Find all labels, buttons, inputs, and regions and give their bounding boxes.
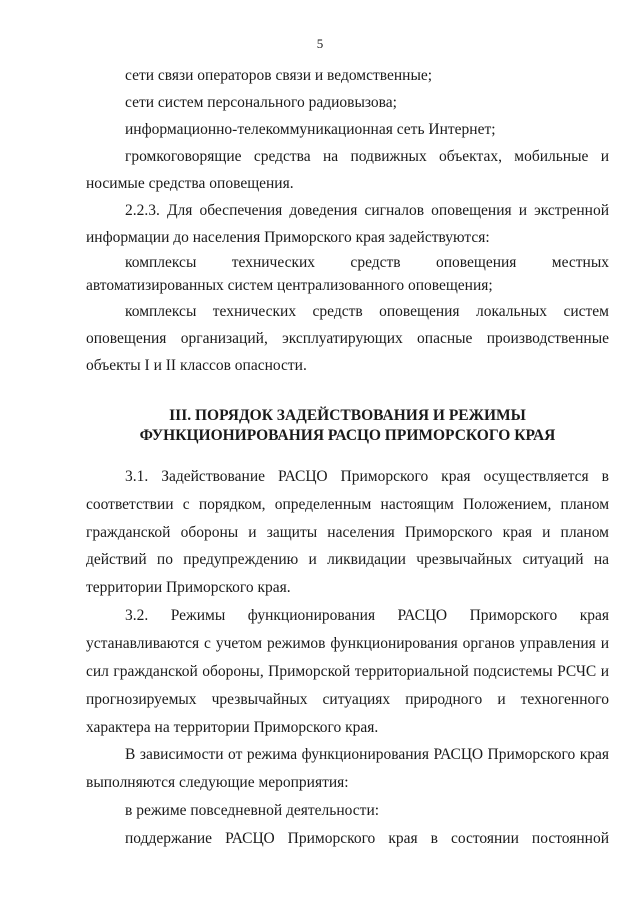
text-line: территории Приморского края. <box>86 579 291 596</box>
text-line: характера на территории Приморского края. <box>86 719 379 736</box>
text-line: в режиме повседневной деятельности: <box>125 802 380 819</box>
text-line: гражданской обороны и защиты населения Приморского края и планом <box>86 524 609 541</box>
text-line: носимые средства оповещения. <box>86 175 294 192</box>
text-line: сил гражданской обороны, Приморской территориальной подсистемы РСЧС и <box>86 663 609 680</box>
text-line: выполняются следующие мероприятия: <box>86 774 349 791</box>
text-line: 3.1. Задействование РАСЦО Приморского края осуществляется в <box>125 468 609 485</box>
text-line: комплексы технических средств оповещения местных <box>125 254 609 271</box>
text-line: сети связи операторов связи и ведомственные; <box>125 67 433 84</box>
section-heading-line2: ФУНКЦИОНИРОВАНИЯ РАСЦО ПРИМОРСКОГО КРАЯ <box>139 427 556 444</box>
text-line: действий по предупреждению и ликвидации чрезвычайных ситуаций на <box>86 551 609 568</box>
text-line: поддержание РАСЦО Приморского края в состоянии постоянной <box>125 830 609 847</box>
text-line: информационно-телекоммуникационная сеть Интернет; <box>125 121 496 138</box>
text-line: устанавливаются с учетом режимов функционирования органов управления и <box>86 635 609 652</box>
text-line: В зависимости от режима функционирования РАСЦО Приморского края <box>125 746 609 763</box>
text-line: информации до населения Приморского края задействуются: <box>86 229 490 246</box>
text-line: оповещения организаций, эксплуатирующих опасные производственные <box>86 330 609 347</box>
text-line: объекты I и II классов опасности. <box>86 357 307 374</box>
text-line: 2.2.3. Для обеспечения доведения сигналов оповещения и экстренной <box>125 202 609 219</box>
page-number: 5 <box>316 36 324 51</box>
text-line: громкоговорящие средства на подвижных объектах, мобильные и <box>125 148 609 165</box>
text-line: соответствии с порядком, определенным настоящим Положением, планом <box>86 496 609 513</box>
text-line: комплексы технических средств оповещения локальных систем <box>125 303 609 320</box>
section-heading-line1: III. ПОРЯДОК ЗАДЕЙСТВОВАНИЯ И РЕЖИМЫ <box>169 407 526 424</box>
text-line: сети систем персонального радиовызова; <box>125 94 397 111</box>
text-line: прогнозируемых чрезвычайных ситуациях природного и техногенного <box>86 691 609 708</box>
text-line: автоматизированных систем централизованного оповещения; <box>86 277 493 294</box>
text-line: 3.2. Режимы функционирования РАСЦО Приморского края <box>125 607 609 624</box>
